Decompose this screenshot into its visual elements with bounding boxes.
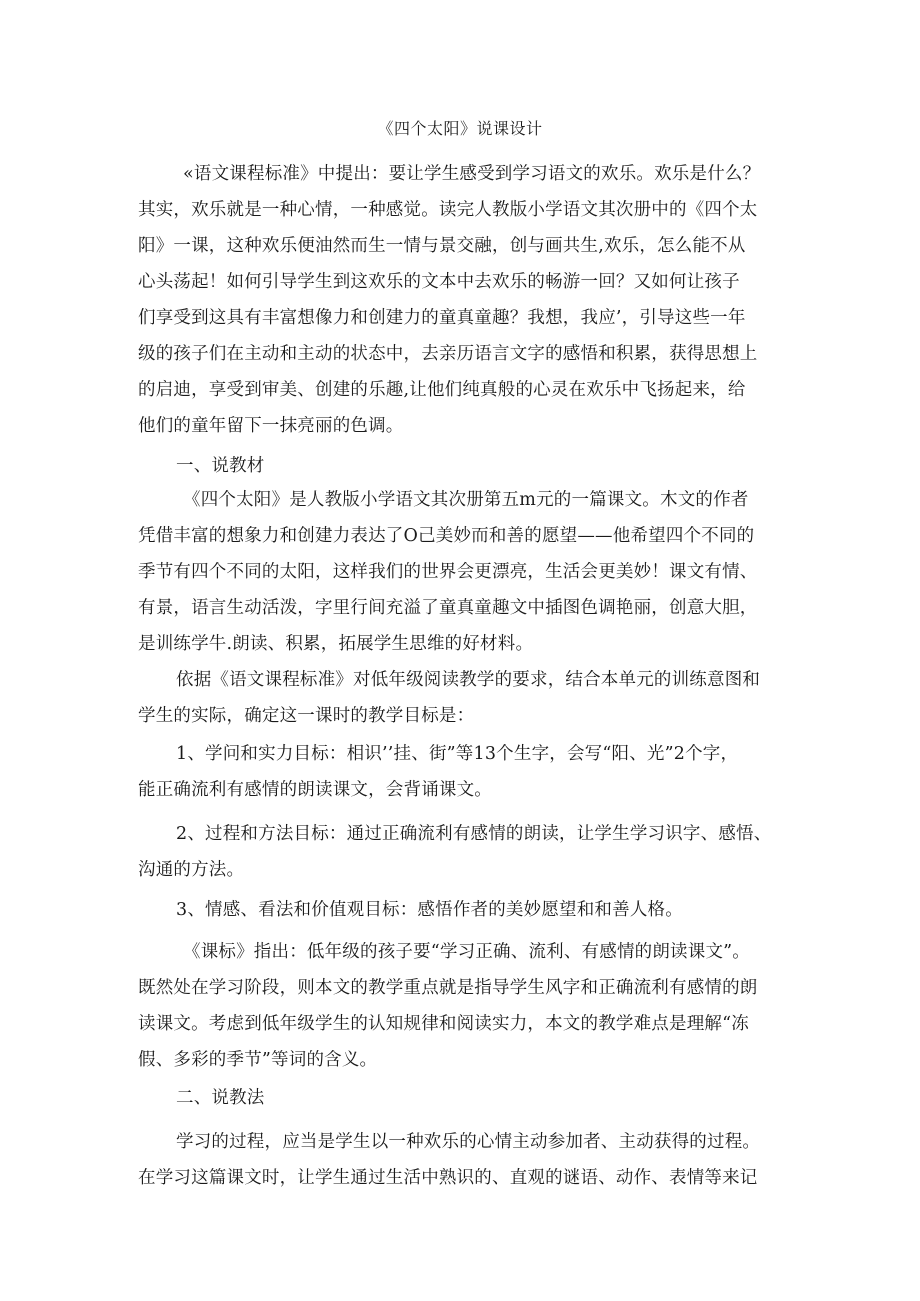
- paragraph-line: 是训练学牛.朗读、积累，拓展学生思维的好材料。: [138, 634, 534, 654]
- intro-line: 心头荡起！如何引导学生到这欢乐的文本中去欢乐的畅游一回？又如何让孩子: [138, 272, 740, 292]
- intro-line: «语文课程标准》中提出：要让学生感受到学习语文的欢乐。欢乐是什么？: [183, 164, 761, 184]
- goal-line: 沟通的方法。: [138, 860, 245, 880]
- intro-line: 级的孩子们在主动和主动的状态中，去亲历语言文字的感悟和积累，获得思想上: [138, 344, 758, 364]
- document-title: 《四个太阳》说课设计: [377, 119, 543, 138]
- intro-line: 们享受到这具有丰富想像力和创建力的童真童趣？我想，我应’，引导这些一年: [138, 308, 746, 328]
- goal-line: 2、过程和方法目标：通过正确流利有感情的朗读，让学生学习识字、感悟、: [176, 824, 772, 844]
- paragraph-line: 季节有四个不同的太阳，这样我们的世界会更漂亮，生活会更美妙！课文有情、: [138, 562, 758, 582]
- intro-line: 他们的童年留下一抹亮丽的色调。: [138, 416, 404, 436]
- paragraph-line: 学生的实际，确定这一课时的教学目标是：: [138, 706, 475, 726]
- goal-line: 1、学问和实力目标：相识’’挂、街”等13个生字，会写“阳、光”2个字，: [176, 744, 739, 764]
- paragraph-line: 凭借丰富的想象力和创建力表达了O己美妙而和善的愿望——他希望四个不同的: [138, 526, 755, 546]
- goal-line: 能正确流利有感情的朗读课文，会背诵课文。: [138, 780, 492, 800]
- paragraph-line: 在学习这篇课文时，让学生通过生活中熟识的、直观的谜语、动作、表情等来记: [138, 1168, 758, 1188]
- paragraph-line: 依据《语文课程标准》对低年级阅读教学的要求，结合本单元的训练意图和: [176, 670, 761, 690]
- paragraph-line: 学习的过程，应当是学生以一种欢乐的心情主动参加者、主动获得的过程。: [176, 1132, 761, 1152]
- section-heading: 二、说教法: [176, 1088, 265, 1108]
- section-heading: 一、说教材: [176, 456, 265, 476]
- paragraph-line: 《四个太阳》是人教版小学语文其次册第五m元的一篇课文。木文的作者: [183, 490, 749, 510]
- paragraph-line: 有景，语言生动活泼，字里行间充溢了童真童趣文中插图色调艳丽，创意大胆，: [138, 598, 758, 618]
- intro-line: 阳》一课，这种欢乐便油然而生一情与景交融，创与画共生,欢乐，怎么能不从: [138, 236, 746, 256]
- goal-line: 3、情感、看法和价值观目标：感悟作者的美妙愿望和和善人格。: [176, 900, 683, 920]
- paragraph-line: 既然处在学习阶段，则本文的教学重点就是指导学生风字和正确流利有感情的朗: [138, 978, 758, 998]
- paragraph-line: 读课文。考虑到低年级学生的认知规律和阅读实力，本文的教学难点是理解“冻: [138, 1014, 749, 1034]
- paragraph-line: 《课标》指出：低年级的孩子要“学习正确、流利、有感情的朗读课文”。: [183, 942, 750, 962]
- intro-line: 其实，欢乐就是一种心情，一种感觉。读完人教版小学语文其次册中的《四个太: [138, 200, 758, 220]
- paragraph-line: 假、多彩的季节”等词的含义。: [138, 1050, 378, 1070]
- intro-line: 的启迪，享受到审美、创建的乐趣,让他们纯真般的心灵在欢乐中飞扬起来，给: [138, 380, 746, 400]
